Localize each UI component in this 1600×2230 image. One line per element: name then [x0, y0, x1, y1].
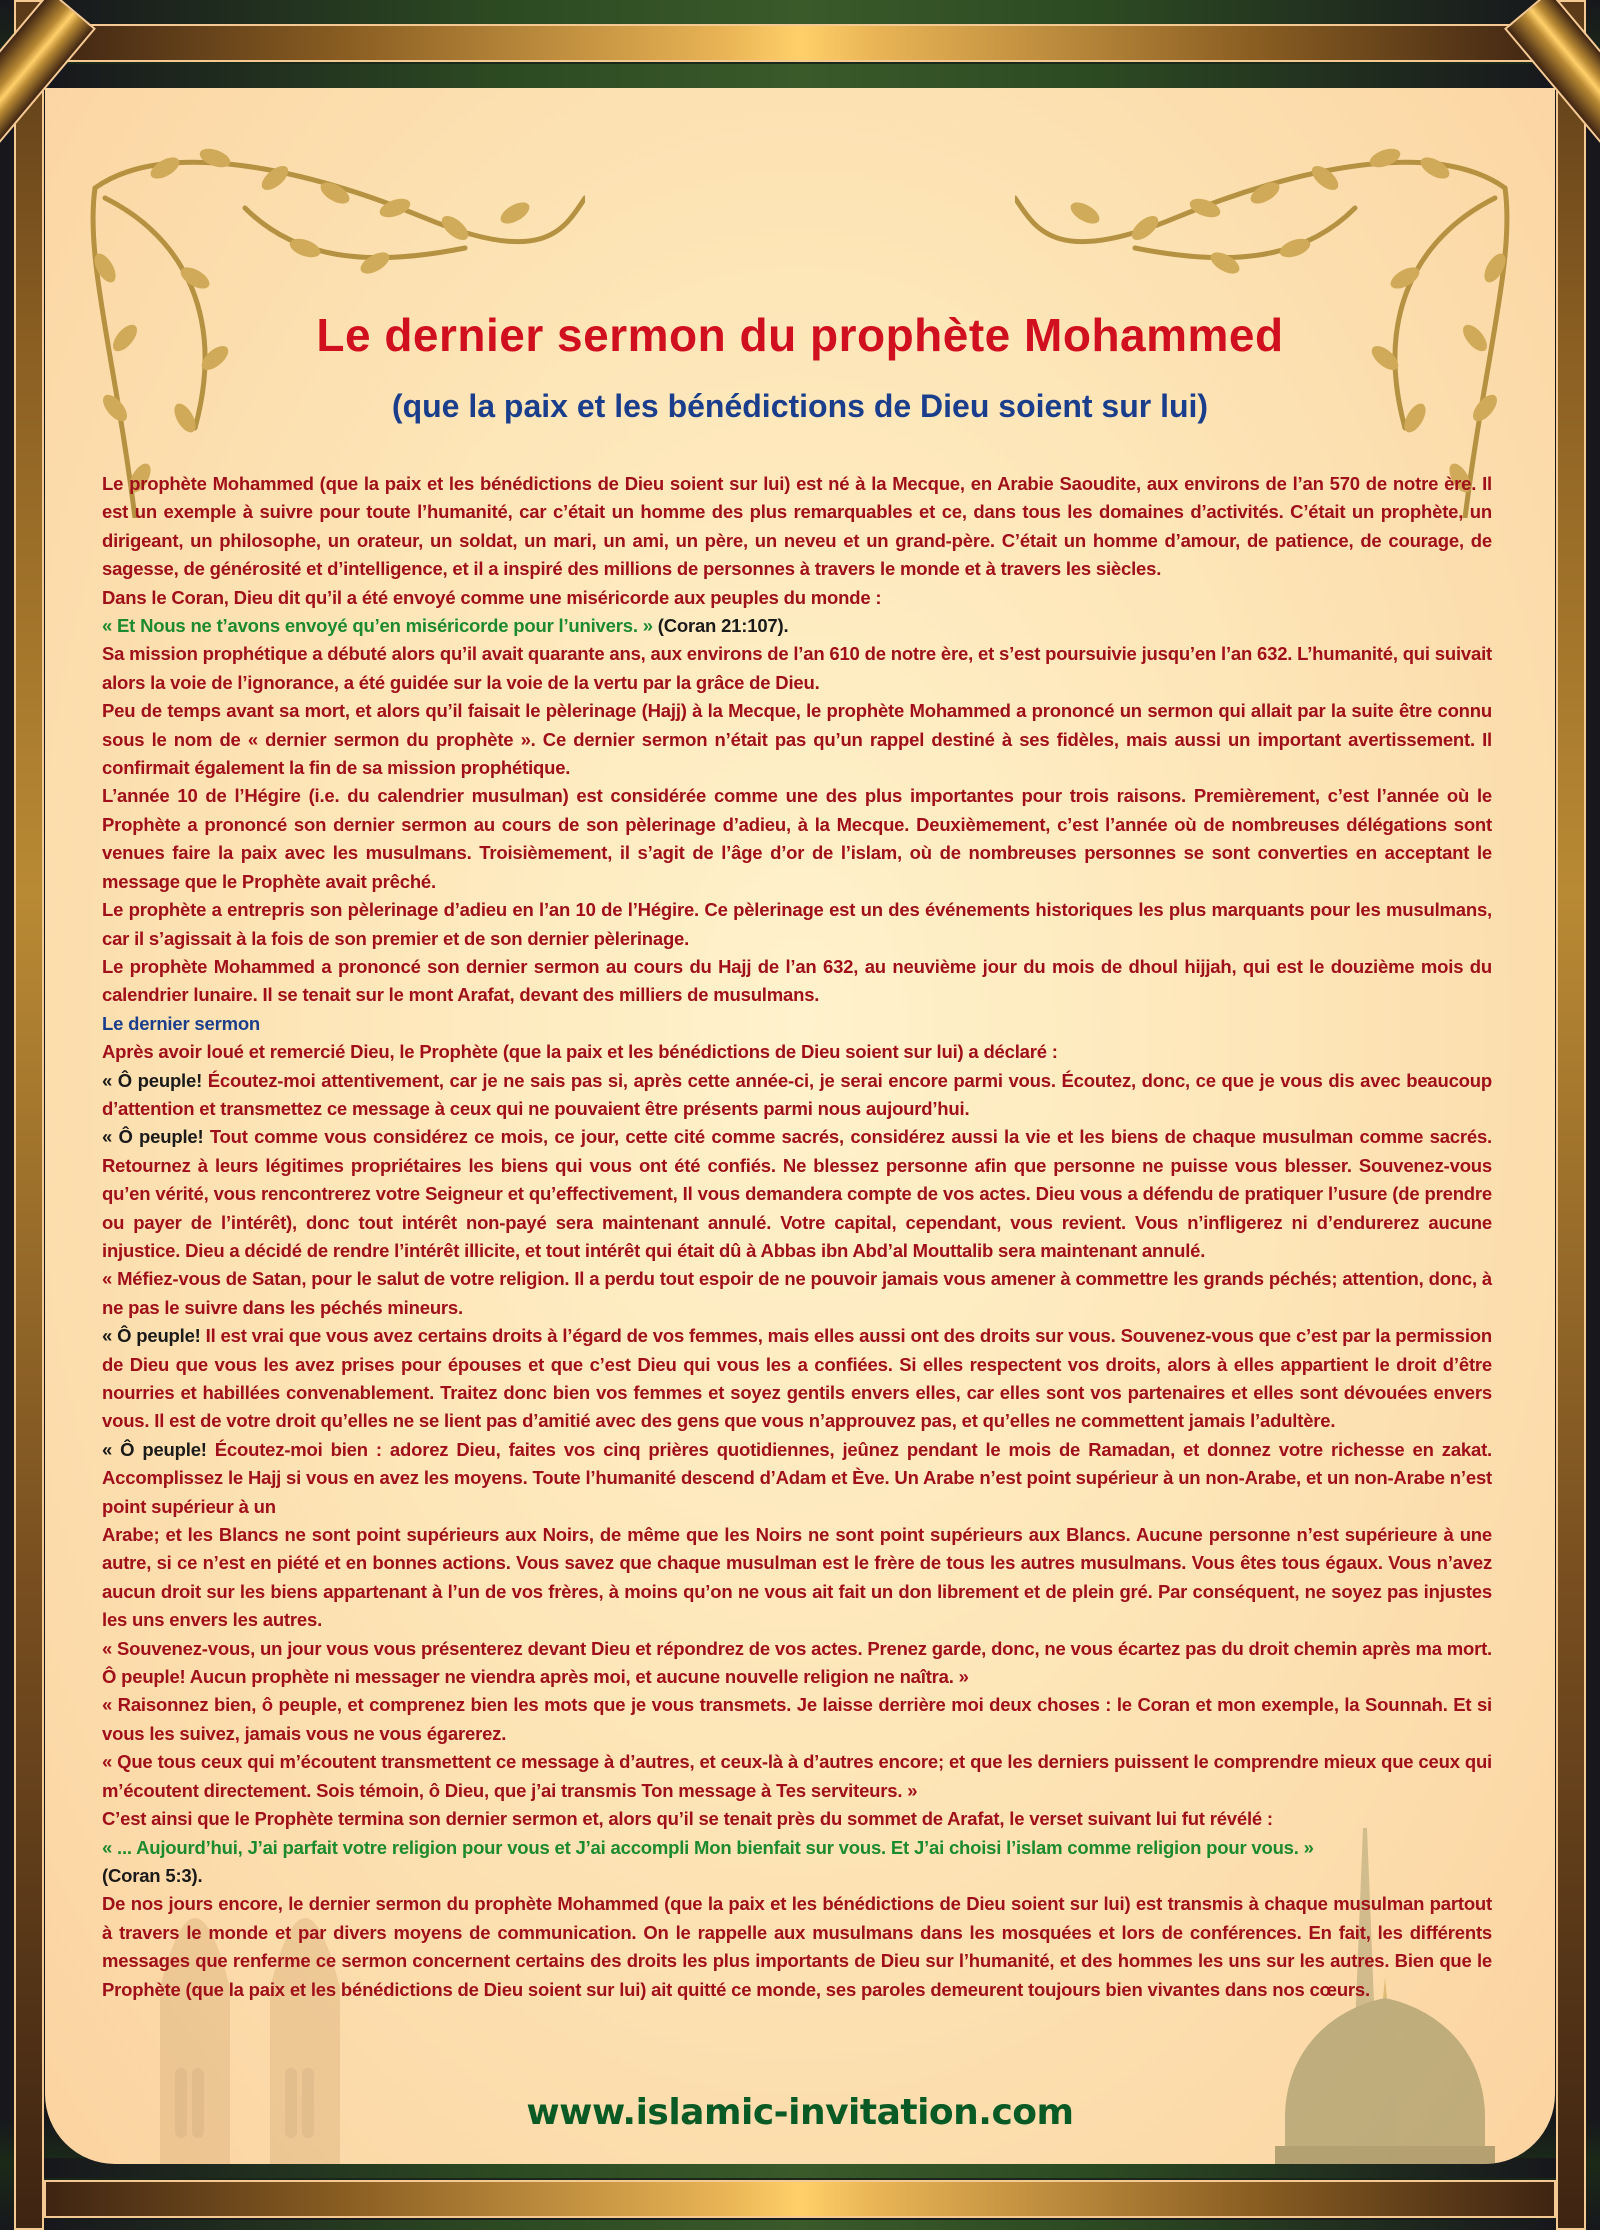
- website-url: www.islamic-invitation.com: [526, 2092, 1074, 2133]
- sermon-lead: « Ô peuple!: [102, 1438, 215, 1460]
- sermon-paragraph: « Méfiez-vous de Satan, pour le salut de votre religion. Il a perdu tout espoir de ne pouvoir jamais vous amener à commettre les grands péchés; attention, donc, à ne pas le suivre dans les péchés mineurs.: [102, 1268, 1492, 1318]
- paragraph: C’est ainsi que le Prophète termina son dernier sermon et, alors qu’il se tenait près du sommet de Arafat, le verset suivant lui fut révélé :: [102, 1808, 1273, 1830]
- sermon-paragraph: [102, 1067, 1492, 1124]
- sermon-text: Écoutez-moi bien : adorez Dieu, faites vos cinq prières quotidiennes, jeûnez pendant le mois de Ramadan, et donnez votre richesse en zakat. Accomplissez le Hajj si vous en avez les moyens. Toute l’humanité descend d’Adam et Ève. Un Arabe n’est point supérieur à un non-Arabe, et un non-Arabe n’est point supérieur à un: [102, 1438, 1492, 1517]
- sermon-paragraph: [102, 1436, 1492, 1521]
- quran-reference: (Coran 5:3).: [102, 1864, 203, 1886]
- paragraph: Le prophète a entrepris son pèlerinage d’adieu en l’an 10 de l’Hégire. Ce pèlerinage est un des événements historiques les plus marquants pour les musulmans, car il s’agissait à la fois de son premier et de son dernier pèlerinage.: [102, 899, 1492, 949]
- paragraph: Le prophète Mohammed a prononcé son dernier sermon au cours du Hajj de l’an 632, au neuvième jour du mois de dhoul hijjah, qui est le douzième mois du calendrier lunaire. Il se tenait sur le mont Arafat, devant des milliers de musulmans.: [102, 955, 1492, 1006]
- sermon-text: Il est vrai que vous avez certains droits à l’égard de vos femmes, mais elles aussi ont des droits sur vous. Souvenez-vous que c’est par la permission de Dieu que vous les avez prises pour épouses et que c’est Dieu qui vous les a confiées. Si elles respectent vos droits, alors à elles appartient le droit d’être nourries et habillées convenablement. Traitez donc bien vos femmes et soyez gentils envers elles, car elles sont vos partenaires et elles sont dévouées envers vous. Il est de votre droit qu’elles ne se lient pas d’amitié avec des gens que vous n’approuvez pas, et qu’elles ne commettent jamais l’adultère.: [102, 1325, 1492, 1432]
- section-heading: Le dernier sermon: [102, 1012, 261, 1034]
- paragraph: Dans le Coran, Dieu dit qu’il a été envoyé comme une miséricorde aux peuples du monde :: [102, 586, 882, 608]
- sermon-lead: « Ô peuple!: [102, 1325, 206, 1347]
- paragraph: Sa mission prophétique a débuté alors qu’il avait quarante ans, aux environs de l’an 610 de notre ère, et s’est poursuivie jusqu’en l’an 632. L’humanité, qui suivait alors la voie de l’ignorance, a été guidée sur la voie de la vertu par la grâce de Dieu.: [102, 643, 1492, 693]
- frame-top-band-outer: [44, 0, 1556, 24]
- quran-quote: « ... Aujourd’hui, J’ai parfait votre religion pour vous et J’ai accompli Mon bienfait sur vous. Et J’ai choisi l’islam comme religion pour vous. »: [102, 1836, 1314, 1858]
- paragraph: Après avoir loué et remercié Dieu, le Prophète (que la paix et les bénédictions de Dieu soient sur lui) a déclaré :: [102, 1041, 1058, 1063]
- sermon-paragraph: [102, 1123, 1492, 1265]
- frame-bottom-gold-bar: [44, 2180, 1556, 2218]
- quran-quote-paragraph: [102, 612, 1492, 640]
- frame-top-gold-bar: [44, 24, 1556, 62]
- article-body: [102, 470, 1492, 2004]
- paragraph: De nos jours encore, le dernier sermon du prophète Mohammed (que la paix et les bénédictions de Dieu soient sur lui) est transmis à chaque musulman partout à travers le monde et par divers moyens de communication. On le rappelle aux musulmans dans les mosquées et lors de conférences. En fait, les différents messages que renferme ce sermon concernent certains des droits les plus importants de Dieu sur l’humanité, et des hommes les uns sur les autres. Bien que le Prophète (que la paix et les bénédictions de Dieu soient sur lui) ait quitté ce monde, ses paroles demeurent toujours bien vivantes dans nos cœurs.: [102, 1893, 1492, 2000]
- paragraph: L’année 10 de l’Hégire (i.e. du calendrier musulman) est considérée comme une des plus importantes pour trois raisons. Premièrement, c’est l’année où le Prophète a prononcé son dernier sermon au cours de son pèlerinage d’adieu, à la Mecque. Deuxièmement, c’est l’année où de nombreuses délégations sont venues faire la paix avec les musulmans. Troisièmement, il s’agit de l’âge d’or de l’islam, où de nombreuses personnes se sont converties en acceptant le message que le Prophète avait prêché.: [102, 785, 1492, 892]
- sermon-text: Écoutez-moi attentivement, car je ne sais pas si, après cette année-ci, je serai encore parmi vous. Écoutez, donc, ce que je vous dis avec beaucoup d’attention et transmettez ce message à ceux qui ne pouvaient être présents parmi nous aujourd’hui.: [102, 1069, 1492, 1119]
- quran-quote: « Et Nous ne t’avons envoyé qu’en miséricorde pour l’univers. »: [102, 615, 653, 637]
- page-subtitle: (que la paix et les bénédictions de Dieu soient sur lui): [391, 388, 1209, 424]
- frame-bottom-band-outer: [44, 2220, 1556, 2230]
- paragraph: Peu de temps avant sa mort, et alors qu’il faisait le pèlerinage (Hajj) à la Mecque, le prophète Mohammed a prononcé un sermon qui allait par la suite être connu sous le nom de « dernier sermon du prophète ». Ce dernier sermon n’était pas qu’un rappel destiné à ses fidèles, mais aussi un important avertissement. Il confirmait également la fin de sa mission prophétique.: [102, 700, 1492, 779]
- sermon-paragraph: « Raisonnez bien, ô peuple, et comprenez bien les mots que je vous transmets. Je laisse derrière moi deux choses : le Coran et mon exemple, la Sounnah. Et si vous les suivez, jamais vous ne vous égarerez.: [102, 1694, 1492, 1744]
- page-title: Le dernier sermon du prophète Mohammed: [316, 309, 1284, 361]
- sermon-text: Tout comme vous considérez ce mois, ce jour, cette cité comme sacrés, considérez aussi la vie et les biens de chaque musulman comme sacrés. Retournez à leurs légitimes propriétaires les biens qui vous ont été confiés. Ne blessez personne afin que personne ne puisse vous blesser. Souvenez-vous qu’en vérité, vous rencontrerez votre Seigneur et qu’effectivement, Il vous demandera compte de vos actes. Dieu vous a défendu de pratiquer l’usure (de prendre ou payer de l’intérêt), donc tout intérêt non-payé sera maintenant annulé. Votre capital, cependant, vous revient. Vous n’infligerez ni d’endurerez aucune injustice. Dieu a décidé de rendre l’intérêt illicite, et tout intérêt qui était dû à Abbas ibn Abd’al Mouttalib sera maintenant annulé.: [102, 1126, 1493, 1261]
- sermon-paragraph: [102, 1322, 1492, 1436]
- sermon-paragraph: Arabe; et les Blancs ne sont point supérieurs aux Noirs, de même que les Noirs ne sont point supérieurs aux Blancs. Aucune personne n’est supérieure à une autre, si ce n’est en piété et en bonnes actions. Vous savez que chaque musulman est le frère de tous les autres musulmans. Vous êtes tous égaux. Vous n’avez aucun droit sur les biens appartenant à l’un de vos frères, à moins qu’on ne vous ait fait un don librement et de plein gré. Par conséquent, ne soyez pas injustes les uns envers les autres.: [102, 1524, 1492, 1631]
- frame-top-band-inner: [44, 64, 1556, 88]
- quran-reference: (Coran 21:107).: [652, 615, 789, 637]
- sermon-lead: « Ô peuple!: [102, 1069, 208, 1091]
- sermon-paragraph: « Souvenez-vous, un jour vous vous présenterez devant Dieu et répondrez de vos actes. Prenez garde, donc, ne vous écartez pas du droit chemin après ma mort. Ô peuple! Aucun prophète ni messager ne viendra après moi, et aucune nouvelle religion ne naîtra. »: [102, 1637, 1492, 1688]
- paragraph: Le prophète Mohammed (que la paix et les bénédictions de Dieu soient sur lui) est né à la Mecque, en Arabie Saoudite, aux environs de l’an 570 de notre ère. Il est un exemple à suivre pour toute l’humanité, car c’était un homme des plus remarquables et ce, dans tous les domaines d’activités. C’était un prophète, un dirigeant, un philosophe, un orateur, un soldat, un mari, un ami, un père, un neveu et un grand-père. C’était un homme d’amour, de patience, de courage, de sagesse, de générosité et d’intelligence, et il a inspiré des millions de personnes à travers le monde et à travers les siècles.: [102, 473, 1492, 580]
- sermon-lead: « Ô peuple!: [102, 1126, 210, 1148]
- sermon-paragraph: « Que tous ceux qui m’écoutent transmettent ce message à d’autres, et ceux-là à d’autres encore; et que les derniers puissent le comprendre mieux que ceux qui m’écoutent directement. Sois témoin, ô Dieu, que j’ai transmis Ton message à Tes serviteurs. »: [102, 1751, 1492, 1801]
